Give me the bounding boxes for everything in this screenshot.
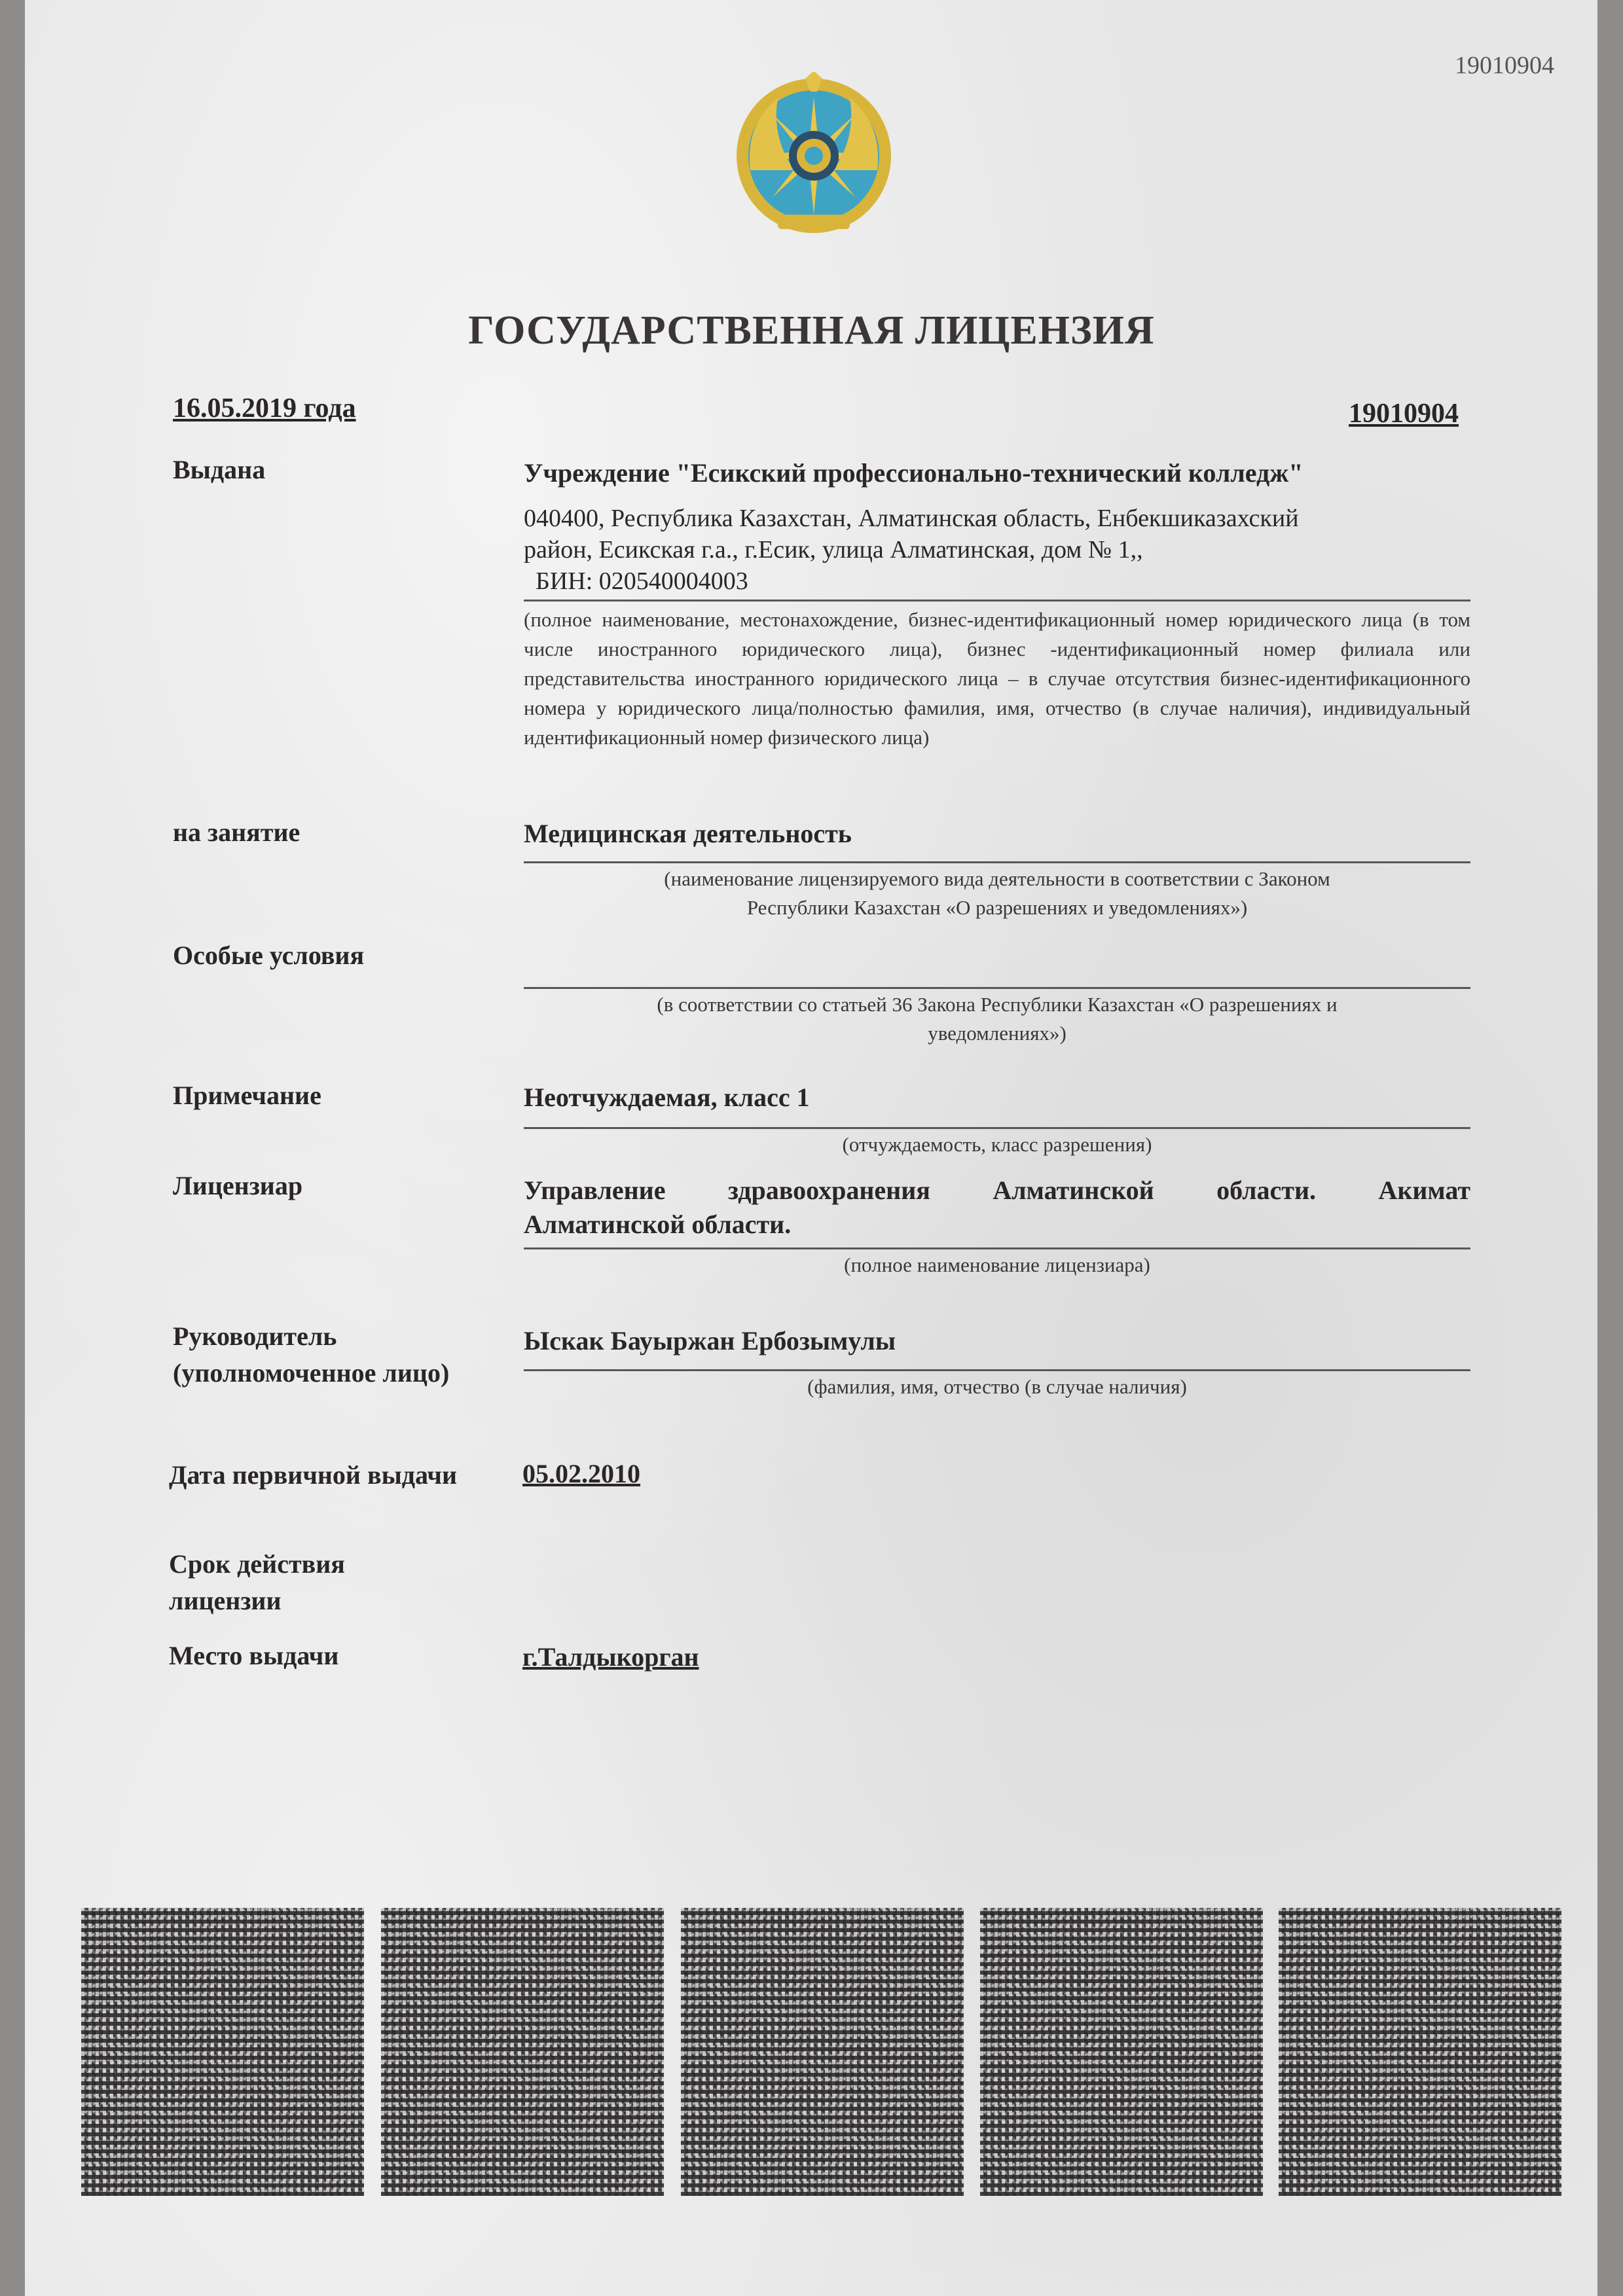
issued-to-address-line2: район, Есикская г.а., г.Есик, улица Алматинская, дом № 1,,: [524, 536, 1143, 564]
first-issue-label: Дата первичной выдачи: [169, 1460, 458, 1490]
issued-to-underline: [524, 600, 1470, 601]
head-label-line2: (уполномоченное лицо): [173, 1358, 450, 1388]
place-label: Место выдачи: [169, 1641, 339, 1670]
barcode-4: [980, 1908, 1263, 2196]
activity-note-line2: Республики Казахстан «О разрешениях и уведомлениях»): [746, 896, 1248, 919]
remark-underline: [524, 1127, 1470, 1129]
issued-to-label: Выдана: [173, 455, 266, 484]
remark-value: Неотчуждаемая, класс 1: [524, 1083, 810, 1112]
remark-note: (отчуждаемость, класс разрешения): [842, 1133, 1152, 1156]
head-underline: [524, 1369, 1470, 1371]
licensor-value-line1: Управление здравоохранения Алматинской области. Акимат: [524, 1175, 1470, 1205]
barcode-2: [381, 1908, 664, 2196]
page-title: ГОСУДАРСТВЕННАЯ ЛИЦЕНЗИЯ: [468, 308, 1155, 353]
license-number: 19010904: [1349, 399, 1459, 429]
special-conditions-underline: [524, 987, 1470, 989]
head-note: (фамилия, имя, отчество (в случае наличия): [807, 1375, 1187, 1398]
head-value: Ыскак Бауыржан Ербозымулы: [524, 1326, 896, 1355]
activity-note-line1: (наименование лицензируемого вида деятельности в соответствии с Законом: [664, 867, 1330, 890]
kazakhstan-emblem-icon: [732, 72, 896, 242]
licensor-note: (полное наименование лицензиара): [844, 1253, 1150, 1276]
barcode-5: [1279, 1908, 1561, 2196]
activity-underline: [524, 861, 1470, 863]
head-label-line1: Руководитель: [173, 1321, 337, 1351]
place-value: г.Талдыкорган: [522, 1642, 699, 1672]
activity-value: Медицинская деятельность: [524, 819, 852, 848]
special-conditions-note-line1: (в соответствии со статьей 36 Закона Республики Казахстан «О разрешениях и: [657, 993, 1338, 1016]
licensor-label: Лицензиар: [173, 1171, 303, 1200]
issued-to-name: Учреждение "Есикский профессионально-технический колледж": [524, 458, 1304, 488]
activity-label: на занятие: [173, 817, 301, 847]
validity-label-line2: лицензии: [169, 1586, 282, 1615]
issued-to-note: (полное наименование, местонахождение, бизнес-идентификационный номер юридического лица (в том числе иностранного юридического лица), бизнес -идентификационный номер филиала или представительства иностранного юридического лица – в случае отсутствия бизнес-идентификационного номера у юридического лица/полностью фамилия, имя, отчество (в случае наличия), индивидуальный идентификационный номер физического лица): [524, 608, 1470, 749]
remark-label: Примечание: [173, 1081, 321, 1110]
first-issue-value: 05.02.2010: [522, 1459, 640, 1488]
issued-to-bin: БИН: 020540004003: [536, 567, 748, 595]
special-conditions-note-line2: уведомлениях»): [928, 1022, 1067, 1045]
special-conditions-label: Особые условия: [173, 941, 365, 970]
document-number-top: 19010904: [1455, 52, 1554, 79]
licensor-value-line2: Алматинской области.: [524, 1210, 792, 1239]
issued-to-address-line1: 040400, Республика Казахстан, Алматинская область, Енбекшиказахский: [524, 505, 1299, 532]
license-date: 16.05.2019 года: [173, 393, 356, 423]
licensor-underline: [524, 1247, 1470, 1249]
barcode-1: [81, 1908, 364, 2196]
validity-label-line1: Срок действия: [169, 1549, 345, 1579]
barcode-3: [681, 1908, 964, 2196]
